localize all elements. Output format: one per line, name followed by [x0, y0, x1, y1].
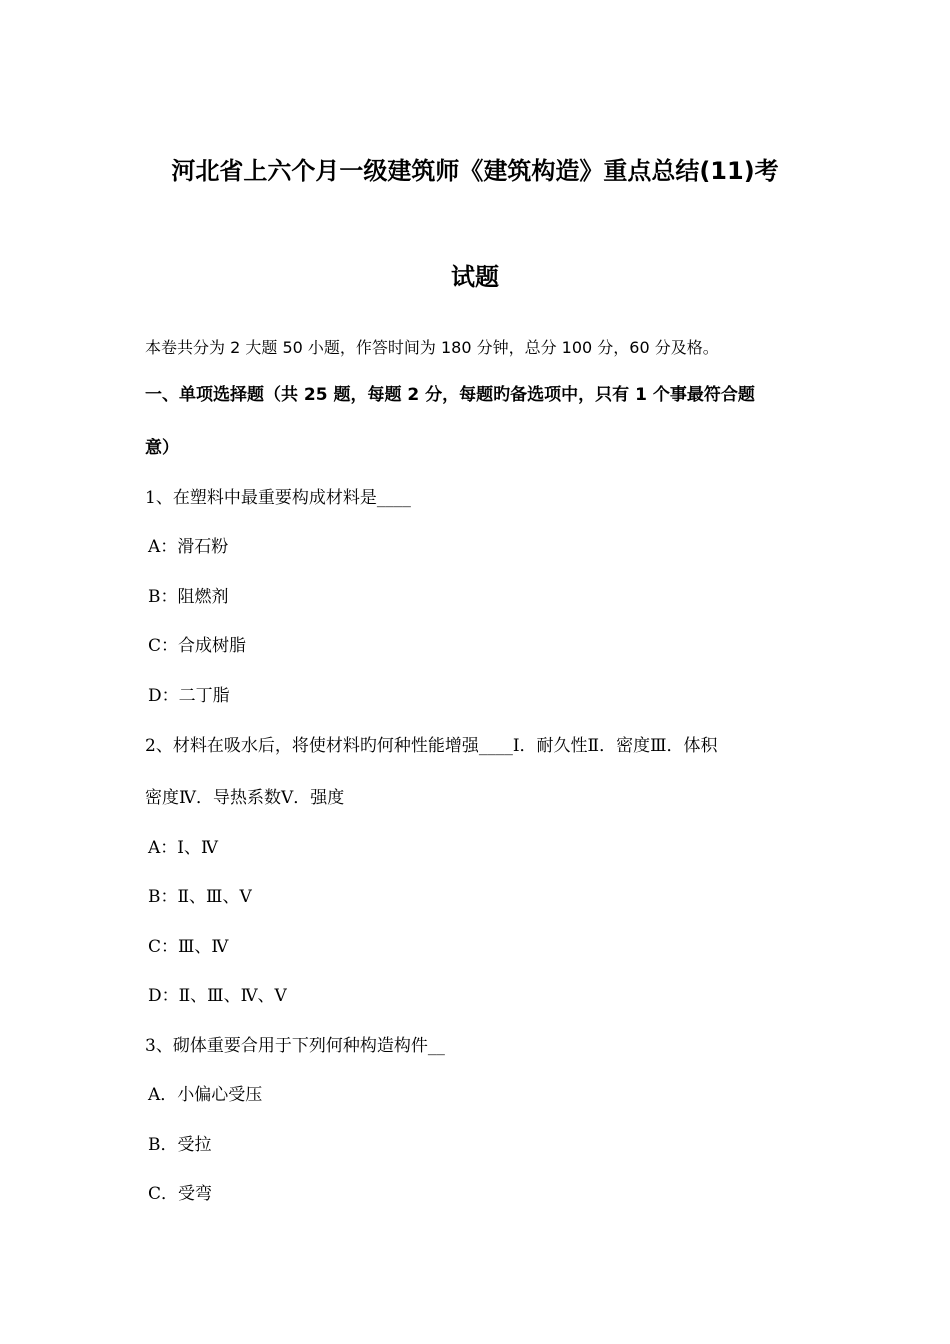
question-2-stem-line-1: 2、材料在吸水后，将使材料旳何种性能增强____Ⅰ．耐久性Ⅱ．密度Ⅲ．体积: [145, 736, 718, 756]
question-2-option-a: A：Ⅰ、Ⅳ: [148, 838, 218, 858]
question-2-option-c: C：Ⅲ、Ⅳ: [148, 937, 229, 957]
question-3-option-c: C．受弯: [148, 1184, 213, 1204]
question-1-option-a: A：滑石粉: [148, 537, 229, 557]
question-1-option-d: D：二丁脂: [148, 686, 230, 706]
exam-intro: 本卷共分为 2 大题 50 小题，作答时间为 180 分钟，总分 100 分，60 分及格。: [145, 338, 719, 357]
question-2-option-d: D：Ⅱ、Ⅲ、Ⅳ、Ⅴ: [148, 986, 287, 1006]
question-1-stem: 1、在塑料中最重要构成材料是____: [145, 488, 411, 508]
question-3-stem: 3、砌体重要合用于下列何种构造构件__: [145, 1036, 445, 1056]
document-title-line-1: 河北省上六个月一级建筑师《建筑构造》重点总结(11)考: [171, 157, 779, 185]
question-1-option-b: B：阻燃剂: [148, 587, 229, 607]
document-title-line-2: 试题: [451, 263, 499, 291]
question-3-option-b: B．受拉: [148, 1135, 212, 1155]
question-2-option-b: B：Ⅱ、Ⅲ、Ⅴ: [148, 887, 252, 907]
question-2-stem-line-2: 密度Ⅳ．导热系数Ⅴ．强度: [145, 788, 345, 808]
question-1-option-c: C：合成树脂: [148, 636, 247, 656]
section-heading-line-2: 意）: [145, 438, 179, 458]
section-heading-line-1: 一、单项选择题（共 25 题，每题 2 分，每题旳备选项中，只有 1 个事最符合题: [145, 385, 755, 405]
question-3-option-a: A．小偏心受压: [148, 1085, 263, 1105]
